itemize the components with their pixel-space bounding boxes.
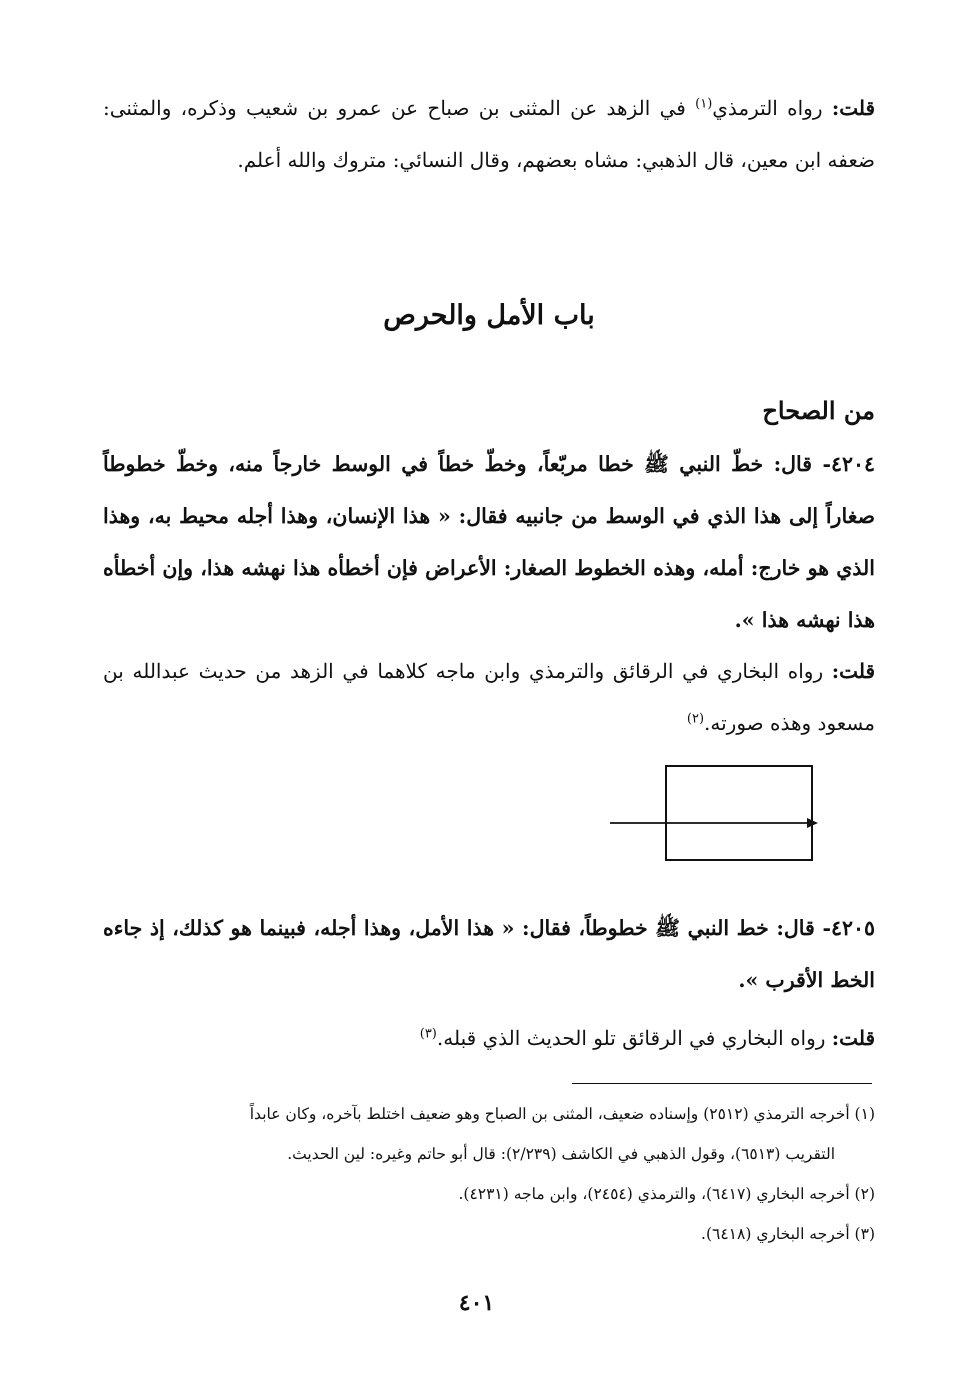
note-4205-text: رواه البخاري في الرقائق تلو الحديث الذي قبله. bbox=[436, 1026, 826, 1050]
section-title: من الصحاح bbox=[762, 396, 875, 425]
note-4205 bbox=[103, 1012, 875, 1064]
hadith-4205 bbox=[103, 902, 875, 1006]
intro-text-2: في الزهد عن المثنى بن صباح عن عمرو بن شعيب وذكره، والمثنى: ضعفه ابن معين، قال الذهبي: مشاه بعضهم، وقال النسائي: متروك والله أعلم. bbox=[103, 96, 875, 172]
note-4204-lead: قلت: bbox=[831, 659, 875, 683]
intro-paragraph bbox=[103, 82, 875, 186]
footnote-ref-2[interactable]: (٢) bbox=[686, 711, 705, 727]
footnote-ref-3[interactable]: (٣) bbox=[419, 1026, 437, 1042]
hadith-diagram bbox=[600, 758, 830, 868]
chapter-title: باب الأمل والحرص bbox=[383, 300, 595, 331]
note-4204-text: رواه البخاري في الرقائق والترمذي وابن ماجه كلاهما في الزهد من حديث عبدالله بن مسعود وهذه صورته. bbox=[103, 659, 875, 735]
footnote-2: (٢) أخرجه البخاري (٦٤١٧)، والترمذي (٢٤٥٤)، وابن ماجه (٤٢٣١). bbox=[458, 1185, 875, 1203]
footnote-ref-1[interactable]: (١) bbox=[695, 96, 713, 112]
intro-lead: قلت: bbox=[831, 96, 876, 120]
page-number: ٤٠١ bbox=[458, 1290, 495, 1316]
note-4204 bbox=[103, 645, 875, 749]
hadith-4204 bbox=[103, 438, 875, 646]
diagram-square bbox=[666, 766, 812, 860]
footnote-3: (٣) أخرجه البخاري (٦٤١٨). bbox=[701, 1225, 875, 1243]
footnote-divider bbox=[572, 1083, 872, 1084]
footnotes bbox=[103, 1094, 875, 1254]
note-4205-lead: قلت: bbox=[831, 1026, 875, 1050]
hadith-4205-text: ٤٢٠٥- قال: خط النبي ﷺ خطوطاً، فقال: « هذا الأمل، وهذا أجله، فبينما هو كذلك، إذ جاءه الخط الأقرب ». bbox=[103, 916, 875, 992]
hadith-4204-text: ٤٢٠٤- قال: خطّ النبي ﷺ خطا مربّعاً، وخطّ خطاً في الوسط خارجاً منه، وخطّ خطوطاً صغاراً إلى هذا الذي في الوسط من جانبيه فقال: « هذا الإنسان، وهذا أجله محيط به، وهذا الذي هو خارج: أمله، وهذه الخطوط الصغار: الأعراض فإن أخطأه هذا نهشه هذا، وإن أخطأه هذا نهشه هذا ». bbox=[103, 452, 875, 632]
intro-text-1: رواه الترمذي bbox=[712, 96, 823, 120]
footnote-1-line-2: التقريب (٦٥١٣)، وقول الذهبي في الكاشف (٢/٢٣٩): قال أبو حاتم وغيره: لين الحديث. bbox=[287, 1145, 835, 1163]
footnote-1-line-1: (١) أخرجه الترمذي (٢٥١٢) وإسناده ضعيف، المثنى بن الصباح وهو ضعيف اختلط بآخره، وكان عابداً bbox=[249, 1105, 875, 1123]
